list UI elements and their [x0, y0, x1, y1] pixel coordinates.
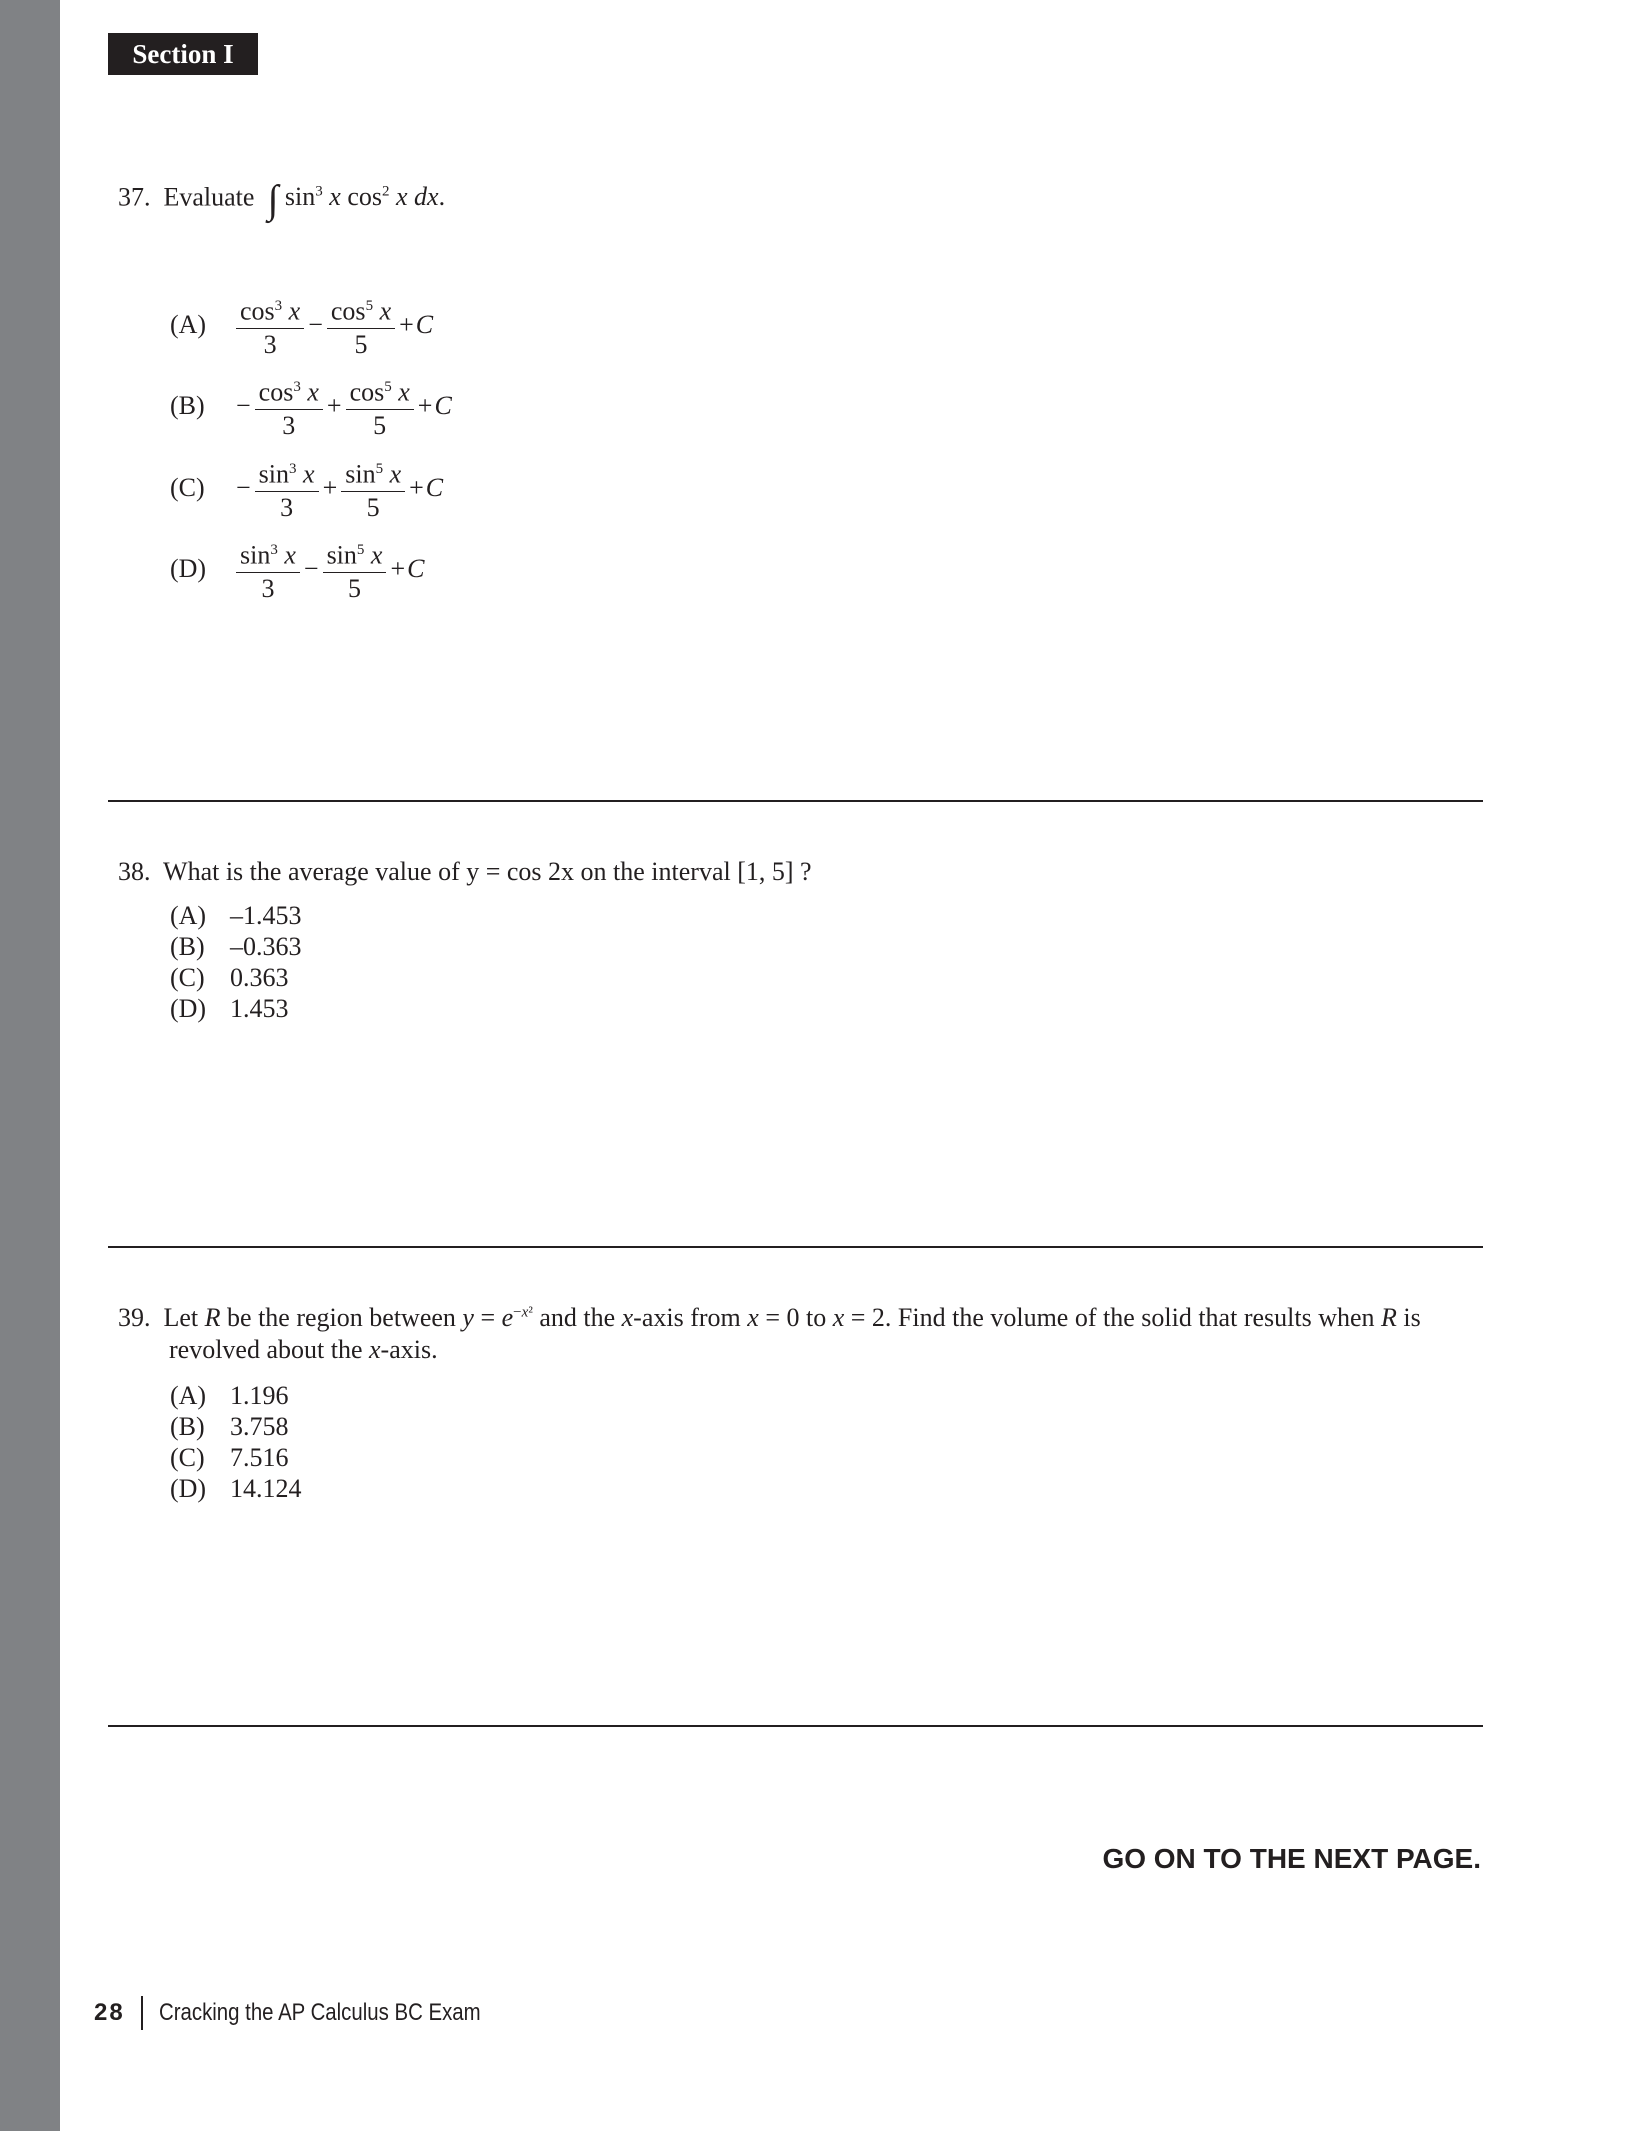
- option-label: (A): [170, 310, 207, 340]
- option-a[interactable]: [170, 290, 433, 361]
- constant: +C: [399, 310, 434, 340]
- constant: +C: [409, 473, 444, 503]
- question-39: [118, 1303, 1421, 1333]
- book-title: Cracking the AP Calculus BC Exam: [158, 1999, 481, 2026]
- denominator: 3: [263, 329, 277, 359]
- numerator: $\sin^5 x$: [323, 534, 387, 573]
- question-37: [118, 176, 445, 223]
- divider: [108, 800, 1483, 802]
- option-d[interactable]: [170, 534, 424, 605]
- fraction: [346, 371, 414, 442]
- option-a[interactable]: (A) –1.453: [170, 901, 302, 930]
- question-prompt: Evaluate: [163, 182, 255, 212]
- numerator: $\sin^5 x$: [341, 453, 405, 492]
- constant: +C: [417, 391, 452, 421]
- denominator: 5: [348, 573, 361, 603]
- option-b[interactable]: [170, 371, 452, 442]
- minus-sign: −: [236, 473, 251, 503]
- question-number: 39.: [118, 1303, 151, 1332]
- question-text-line1: Let R be the region between $y = e^{-x^2}$ and the x-axis from x = 0 to x = 2. Find the volume of the solid that results when R is: [163, 1303, 1421, 1332]
- operator: −: [308, 310, 323, 340]
- fraction: [236, 534, 300, 605]
- divider: [108, 1246, 1483, 1248]
- option-label: (D): [170, 554, 207, 584]
- footer: [94, 1996, 537, 2030]
- option-d[interactable]: (D) 1.453: [170, 994, 289, 1023]
- numerator: $\cos^5 x$: [327, 290, 395, 329]
- fraction: [255, 371, 323, 442]
- fraction: [327, 290, 395, 361]
- go-on-notice: GO ON TO THE NEXT PAGE.: [1102, 1843, 1481, 1874]
- numerator: $\cos^3 x$: [255, 371, 323, 410]
- option-b[interactable]: (B) 3.758: [170, 1412, 289, 1441]
- numerator: $\cos^3 x$: [236, 290, 304, 329]
- numerator: $\cos^5 x$: [346, 371, 414, 410]
- option-b[interactable]: (B) –0.363: [170, 932, 302, 961]
- q39-options: [170, 1380, 302, 1504]
- integral-expression: ∫ $\sin^3 x$ $\cos^2 x$ dx.: [267, 177, 446, 222]
- question-text-line2: revolved about the x-axis.: [169, 1335, 438, 1364]
- page-number: 28: [94, 1999, 125, 2026]
- numerator: $\sin^3 x$: [255, 453, 319, 492]
- denominator: 5: [366, 492, 380, 522]
- option-c[interactable]: (C) 7.516: [170, 1443, 289, 1472]
- denominator: 3: [261, 573, 275, 603]
- operator: +: [322, 473, 338, 503]
- option-c[interactable]: [170, 453, 443, 524]
- minus-sign: −: [236, 391, 251, 421]
- page-margin-bar: [0, 0, 60, 2131]
- denominator: 3: [280, 492, 294, 522]
- q38-options: [170, 900, 302, 1024]
- option-label: (B): [170, 391, 205, 421]
- denominator: 3: [282, 410, 296, 440]
- constant: +C: [390, 554, 425, 584]
- denominator: 5: [354, 329, 368, 359]
- option-d[interactable]: (D) 14.124: [170, 1474, 302, 1503]
- question-38: [118, 857, 812, 887]
- fraction: [341, 453, 405, 524]
- operator: −: [303, 554, 319, 584]
- numerator: $\sin^3 x$: [236, 534, 300, 573]
- operator: +: [326, 391, 342, 421]
- option-label: (C): [170, 473, 205, 503]
- question-number: 37.: [118, 182, 151, 212]
- footer-divider: [141, 1996, 143, 2030]
- section-badge: Section I: [108, 33, 258, 75]
- question-number: 38.: [118, 857, 151, 886]
- fraction: [323, 534, 387, 605]
- option-a[interactable]: (A) 1.196: [170, 1381, 289, 1410]
- fraction: [236, 290, 304, 361]
- denominator: 5: [373, 410, 387, 440]
- fraction: [255, 453, 319, 524]
- option-c[interactable]: (C) 0.363: [170, 963, 289, 992]
- question-text: What is the average value of y = cos 2x on the interval [1, 5] ?: [163, 857, 812, 886]
- divider: [108, 1725, 1483, 1727]
